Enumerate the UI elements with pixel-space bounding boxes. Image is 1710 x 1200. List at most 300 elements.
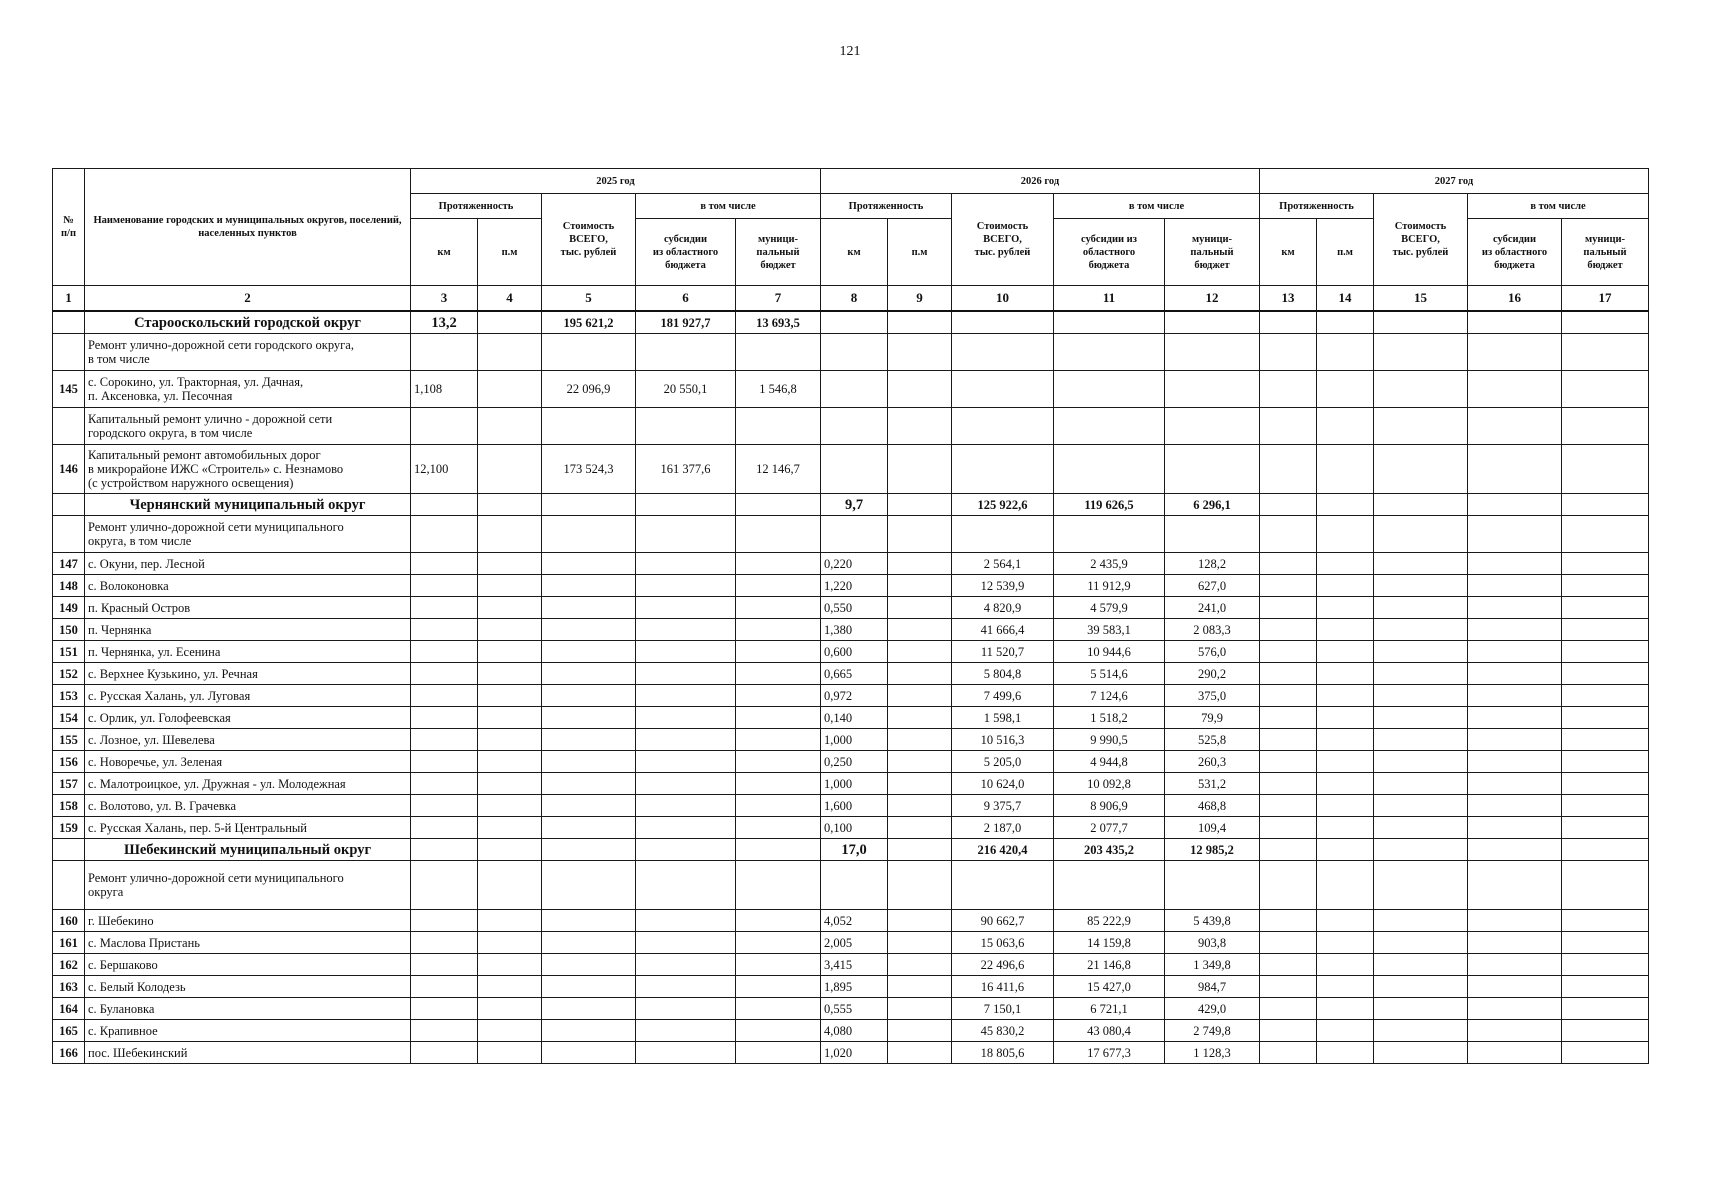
value-cell xyxy=(411,1042,478,1064)
value-cell: 128,2 xyxy=(1165,553,1260,575)
value-cell xyxy=(542,597,636,619)
value-cell xyxy=(1374,954,1468,976)
value-cell xyxy=(1468,597,1562,619)
value-cell xyxy=(636,1020,736,1042)
header-cost-2026: Стоимость ВСЕГО, тыс. рублей xyxy=(952,194,1054,286)
value-cell xyxy=(1562,553,1649,575)
value-cell xyxy=(888,954,952,976)
value-cell: 9 990,5 xyxy=(1054,729,1165,751)
district-group-row xyxy=(53,494,1649,516)
value-cell xyxy=(542,619,636,641)
value-cell xyxy=(736,707,821,729)
value-cell: 0,972 xyxy=(821,685,888,707)
value-cell xyxy=(411,910,478,932)
value-cell xyxy=(542,516,636,553)
value-cell xyxy=(1562,597,1649,619)
value-cell xyxy=(1374,494,1468,516)
table-row xyxy=(53,707,1649,729)
value-cell xyxy=(636,817,736,839)
value-cell xyxy=(1468,663,1562,685)
value-cell xyxy=(1317,408,1374,445)
value-cell xyxy=(1317,597,1374,619)
value-cell xyxy=(736,597,821,619)
value-cell xyxy=(1317,751,1374,773)
table-row xyxy=(53,619,1649,641)
value-cell xyxy=(542,1042,636,1064)
value-cell xyxy=(542,408,636,445)
value-cell xyxy=(636,707,736,729)
value-cell xyxy=(1562,707,1649,729)
value-cell: 45 830,2 xyxy=(952,1020,1054,1042)
value-cell xyxy=(636,334,736,371)
value-cell xyxy=(888,795,952,817)
value-cell xyxy=(1374,839,1468,861)
table-row xyxy=(53,932,1649,954)
value-cell xyxy=(1468,445,1562,494)
value-cell: 39 583,1 xyxy=(1054,619,1165,641)
value-cell xyxy=(478,1042,542,1064)
value-cell xyxy=(1562,998,1649,1020)
value-cell xyxy=(636,597,736,619)
district-name: Чернянский муниципальный округ xyxy=(85,494,411,516)
value-cell xyxy=(1562,1020,1649,1042)
value-cell xyxy=(1374,751,1468,773)
value-cell: 10 092,8 xyxy=(1054,773,1165,795)
value-cell: 79,9 xyxy=(1165,707,1260,729)
value-cell: 5 439,8 xyxy=(1165,910,1260,932)
value-cell xyxy=(1260,494,1317,516)
value-cell xyxy=(478,408,542,445)
value-cell xyxy=(736,641,821,663)
value-cell xyxy=(1468,641,1562,663)
value-cell: 1,600 xyxy=(821,795,888,817)
value-cell xyxy=(736,861,821,910)
value-cell xyxy=(736,795,821,817)
value-cell xyxy=(1054,311,1165,334)
district-group-row xyxy=(53,311,1649,334)
item-name: с. Сорокино, ул. Тракторная, ул. Дачная, п. Аксеновка, ул. Песочная xyxy=(85,371,411,408)
value-cell xyxy=(1317,641,1374,663)
value-cell xyxy=(1468,553,1562,575)
value-cell xyxy=(888,553,952,575)
value-cell xyxy=(888,641,952,663)
table-row xyxy=(53,910,1649,932)
value-cell xyxy=(1562,408,1649,445)
value-cell xyxy=(411,773,478,795)
value-cell xyxy=(1260,773,1317,795)
column-number: 17 xyxy=(1562,286,1649,312)
value-cell xyxy=(888,773,952,795)
value-cell: 12 146,7 xyxy=(736,445,821,494)
value-cell xyxy=(736,839,821,861)
row-number xyxy=(53,311,85,334)
value-cell xyxy=(542,773,636,795)
value-cell xyxy=(542,729,636,751)
value-cell: 1,220 xyxy=(821,575,888,597)
value-cell xyxy=(1260,839,1317,861)
row-number: 152 xyxy=(53,663,85,685)
row-number: 146 xyxy=(53,445,85,494)
value-cell: 2 435,9 xyxy=(1054,553,1165,575)
header-including-2025: в том числе xyxy=(636,194,821,219)
value-cell xyxy=(1054,516,1165,553)
value-cell: 1,000 xyxy=(821,729,888,751)
value-cell xyxy=(478,311,542,334)
header-length-2025: Протяженность xyxy=(411,194,542,219)
value-cell: 1 349,8 xyxy=(1165,954,1260,976)
value-cell xyxy=(888,932,952,954)
value-cell xyxy=(1468,311,1562,334)
page-number: 121 xyxy=(839,44,861,59)
value-cell xyxy=(1260,707,1317,729)
district-name: Шебекинский муниципальный округ xyxy=(85,839,411,861)
value-cell xyxy=(636,575,736,597)
value-cell xyxy=(736,334,821,371)
value-cell: 576,0 xyxy=(1165,641,1260,663)
value-cell xyxy=(542,685,636,707)
value-cell xyxy=(1374,795,1468,817)
value-cell: 2,005 xyxy=(821,932,888,954)
column-number: 9 xyxy=(888,286,952,312)
value-cell: 6 721,1 xyxy=(1054,998,1165,1020)
value-cell xyxy=(478,932,542,954)
value-cell xyxy=(478,954,542,976)
value-cell xyxy=(1374,1042,1468,1064)
value-cell: 903,8 xyxy=(1165,932,1260,954)
value-cell xyxy=(1317,685,1374,707)
value-cell xyxy=(1317,707,1374,729)
value-cell: 1 598,1 xyxy=(952,707,1054,729)
value-cell: 1,895 xyxy=(821,976,888,998)
value-cell xyxy=(478,685,542,707)
table-row xyxy=(53,445,1649,494)
value-cell xyxy=(411,751,478,773)
value-cell xyxy=(1260,575,1317,597)
value-cell xyxy=(478,553,542,575)
row-number xyxy=(53,516,85,553)
value-cell: 90 662,7 xyxy=(952,910,1054,932)
value-cell xyxy=(1562,663,1649,685)
row-number: 161 xyxy=(53,932,85,954)
value-cell xyxy=(952,334,1054,371)
value-cell: 4 820,9 xyxy=(952,597,1054,619)
value-cell: 203 435,2 xyxy=(1054,839,1165,861)
value-cell xyxy=(1562,1042,1649,1064)
row-number: 147 xyxy=(53,553,85,575)
value-cell xyxy=(1374,932,1468,954)
item-name: с. Орлик, ул. Голофеевская xyxy=(85,707,411,729)
value-cell xyxy=(1374,575,1468,597)
table-row xyxy=(53,729,1649,751)
value-cell: 1,000 xyxy=(821,773,888,795)
value-cell xyxy=(636,685,736,707)
budget-table-container xyxy=(52,168,1648,1064)
value-cell: 375,0 xyxy=(1165,685,1260,707)
value-cell xyxy=(1260,685,1317,707)
value-cell xyxy=(888,334,952,371)
column-number: 13 xyxy=(1260,286,1317,312)
header-pm-2027: п.м xyxy=(1317,219,1374,286)
row-number: 148 xyxy=(53,575,85,597)
item-name: с. Маслова Пристань xyxy=(85,932,411,954)
value-cell xyxy=(821,334,888,371)
value-cell: 16 411,6 xyxy=(952,976,1054,998)
value-cell xyxy=(1317,1042,1374,1064)
row-number: 145 xyxy=(53,371,85,408)
value-cell xyxy=(1260,817,1317,839)
header-municipal-2025: муници- пальный бюджет xyxy=(736,219,821,286)
row-number: 159 xyxy=(53,817,85,839)
value-cell: 10 624,0 xyxy=(952,773,1054,795)
row-number: 150 xyxy=(53,619,85,641)
value-cell: 4 579,9 xyxy=(1054,597,1165,619)
value-cell: 12,100 xyxy=(411,445,478,494)
table-row xyxy=(53,641,1649,663)
value-cell xyxy=(888,1042,952,1064)
table-row xyxy=(53,751,1649,773)
row-number: 155 xyxy=(53,729,85,751)
value-cell: 5 804,8 xyxy=(952,663,1054,685)
value-cell: 7 150,1 xyxy=(952,998,1054,1020)
value-cell xyxy=(478,707,542,729)
value-cell xyxy=(1260,663,1317,685)
value-cell xyxy=(1374,553,1468,575)
value-cell xyxy=(952,371,1054,408)
value-cell xyxy=(411,494,478,516)
value-cell xyxy=(1317,663,1374,685)
row-number: 166 xyxy=(53,1042,85,1064)
table-row xyxy=(53,408,1649,445)
value-cell xyxy=(478,575,542,597)
value-cell xyxy=(636,619,736,641)
value-cell xyxy=(542,861,636,910)
value-cell xyxy=(1374,408,1468,445)
column-number: 7 xyxy=(736,286,821,312)
value-cell xyxy=(1260,641,1317,663)
value-cell xyxy=(1468,932,1562,954)
value-cell xyxy=(821,861,888,910)
table-row xyxy=(53,685,1649,707)
value-cell: 14 159,8 xyxy=(1054,932,1165,954)
column-number: 3 xyxy=(411,286,478,312)
item-name: пос. Шебекинский xyxy=(85,1042,411,1064)
value-cell xyxy=(736,910,821,932)
value-cell xyxy=(1165,334,1260,371)
value-cell xyxy=(736,729,821,751)
value-cell xyxy=(636,839,736,861)
value-cell xyxy=(1317,371,1374,408)
value-cell: 5 514,6 xyxy=(1054,663,1165,685)
value-cell xyxy=(736,494,821,516)
header-km-2027: км xyxy=(1260,219,1317,286)
value-cell xyxy=(1468,751,1562,773)
value-cell xyxy=(888,839,952,861)
header-subsidy-2027: субсидии из областного бюджета xyxy=(1468,219,1562,286)
value-cell xyxy=(411,976,478,998)
value-cell: 4,052 xyxy=(821,910,888,932)
value-cell xyxy=(411,334,478,371)
row-number: 151 xyxy=(53,641,85,663)
value-cell: 0,140 xyxy=(821,707,888,729)
value-cell xyxy=(1562,795,1649,817)
value-cell xyxy=(888,371,952,408)
value-cell xyxy=(1317,516,1374,553)
value-cell xyxy=(1468,773,1562,795)
value-cell xyxy=(1374,861,1468,910)
value-cell xyxy=(736,619,821,641)
value-cell xyxy=(1260,516,1317,553)
value-cell xyxy=(1468,516,1562,553)
value-cell xyxy=(542,553,636,575)
value-cell: 8 906,9 xyxy=(1054,795,1165,817)
value-cell xyxy=(1468,685,1562,707)
value-cell xyxy=(736,817,821,839)
row-number xyxy=(53,861,85,910)
value-cell xyxy=(1468,1042,1562,1064)
district-group-row xyxy=(53,839,1649,861)
value-cell: 12 985,2 xyxy=(1165,839,1260,861)
value-cell xyxy=(888,311,952,334)
value-cell xyxy=(1562,976,1649,998)
value-cell xyxy=(1317,998,1374,1020)
value-cell: 0,550 xyxy=(821,597,888,619)
value-cell xyxy=(478,445,542,494)
value-cell xyxy=(1562,575,1649,597)
value-cell xyxy=(1317,729,1374,751)
value-cell xyxy=(1562,311,1649,334)
item-name: с. Булановка xyxy=(85,998,411,1020)
value-cell xyxy=(1260,408,1317,445)
value-cell xyxy=(636,910,736,932)
value-cell xyxy=(1374,685,1468,707)
value-cell: 5 205,0 xyxy=(952,751,1054,773)
row-number: 149 xyxy=(53,597,85,619)
item-name: п. Чернянка, ул. Есенина xyxy=(85,641,411,663)
table-row xyxy=(53,371,1649,408)
value-cell xyxy=(478,334,542,371)
value-cell xyxy=(1468,839,1562,861)
value-cell xyxy=(636,516,736,553)
value-cell xyxy=(1562,445,1649,494)
value-cell xyxy=(888,976,952,998)
item-name: с. Крапивное xyxy=(85,1020,411,1042)
value-cell xyxy=(736,998,821,1020)
value-cell: 984,7 xyxy=(1165,976,1260,998)
value-cell: 2 077,7 xyxy=(1054,817,1165,839)
value-cell xyxy=(736,954,821,976)
value-cell xyxy=(542,1020,636,1042)
value-cell xyxy=(952,516,1054,553)
value-cell xyxy=(411,408,478,445)
row-number xyxy=(53,334,85,371)
value-cell xyxy=(736,1042,821,1064)
item-name: Ремонт улично-дорожной сети муниципального округа xyxy=(85,861,411,910)
value-cell xyxy=(478,1020,542,1042)
value-cell xyxy=(1468,817,1562,839)
value-cell xyxy=(1468,976,1562,998)
value-cell: 1,380 xyxy=(821,619,888,641)
item-name: Ремонт улично-дорожной сети муниципального округа, в том числе xyxy=(85,516,411,553)
value-cell xyxy=(736,663,821,685)
value-cell xyxy=(888,445,952,494)
value-cell xyxy=(1317,773,1374,795)
value-cell xyxy=(1468,707,1562,729)
value-cell xyxy=(1562,839,1649,861)
row-number: 154 xyxy=(53,707,85,729)
value-cell: 21 146,8 xyxy=(1054,954,1165,976)
value-cell xyxy=(1165,311,1260,334)
row-number xyxy=(53,494,85,516)
value-cell xyxy=(1317,976,1374,998)
value-cell xyxy=(736,575,821,597)
value-cell: 4,080 xyxy=(821,1020,888,1042)
value-cell xyxy=(411,597,478,619)
value-cell xyxy=(1260,1020,1317,1042)
value-cell xyxy=(1260,861,1317,910)
value-cell xyxy=(636,998,736,1020)
value-cell xyxy=(888,817,952,839)
value-cell xyxy=(1562,932,1649,954)
value-cell xyxy=(478,817,542,839)
column-number: 15 xyxy=(1374,286,1468,312)
table-row xyxy=(53,597,1649,619)
value-cell: 7 124,6 xyxy=(1054,685,1165,707)
value-cell xyxy=(1317,311,1374,334)
item-name: Ремонт улично-дорожной сети городского округа, в том числе xyxy=(85,334,411,371)
row-number xyxy=(53,408,85,445)
value-cell xyxy=(1317,494,1374,516)
value-cell xyxy=(478,773,542,795)
value-cell xyxy=(636,553,736,575)
district-name: Старооскольский городской округ xyxy=(85,311,411,334)
value-cell xyxy=(1374,976,1468,998)
value-cell: 20 550,1 xyxy=(636,371,736,408)
column-number: 1 xyxy=(53,286,85,312)
value-cell xyxy=(411,1020,478,1042)
row-number: 164 xyxy=(53,998,85,1020)
value-cell xyxy=(1562,861,1649,910)
value-cell xyxy=(1374,597,1468,619)
value-cell xyxy=(636,1042,736,1064)
value-cell xyxy=(888,861,952,910)
value-cell: 1 546,8 xyxy=(736,371,821,408)
value-cell xyxy=(736,685,821,707)
item-name: с. Верхнее Кузькино, ул. Речная xyxy=(85,663,411,685)
value-cell xyxy=(888,619,952,641)
value-cell xyxy=(1165,408,1260,445)
value-cell xyxy=(478,751,542,773)
column-number: 16 xyxy=(1468,286,1562,312)
value-cell xyxy=(1054,861,1165,910)
header-including-2026: в том числе xyxy=(1054,194,1260,219)
value-cell xyxy=(1468,334,1562,371)
value-cell xyxy=(411,998,478,1020)
value-cell xyxy=(952,445,1054,494)
value-cell xyxy=(888,998,952,1020)
column-number: 4 xyxy=(478,286,542,312)
value-cell xyxy=(1374,998,1468,1020)
value-cell xyxy=(1562,371,1649,408)
value-cell xyxy=(1468,795,1562,817)
column-number: 6 xyxy=(636,286,736,312)
value-cell: 429,0 xyxy=(1165,998,1260,1020)
value-cell: 2 564,1 xyxy=(952,553,1054,575)
value-cell xyxy=(736,408,821,445)
value-cell xyxy=(821,408,888,445)
value-cell xyxy=(1317,619,1374,641)
value-cell xyxy=(1054,408,1165,445)
value-cell xyxy=(542,954,636,976)
